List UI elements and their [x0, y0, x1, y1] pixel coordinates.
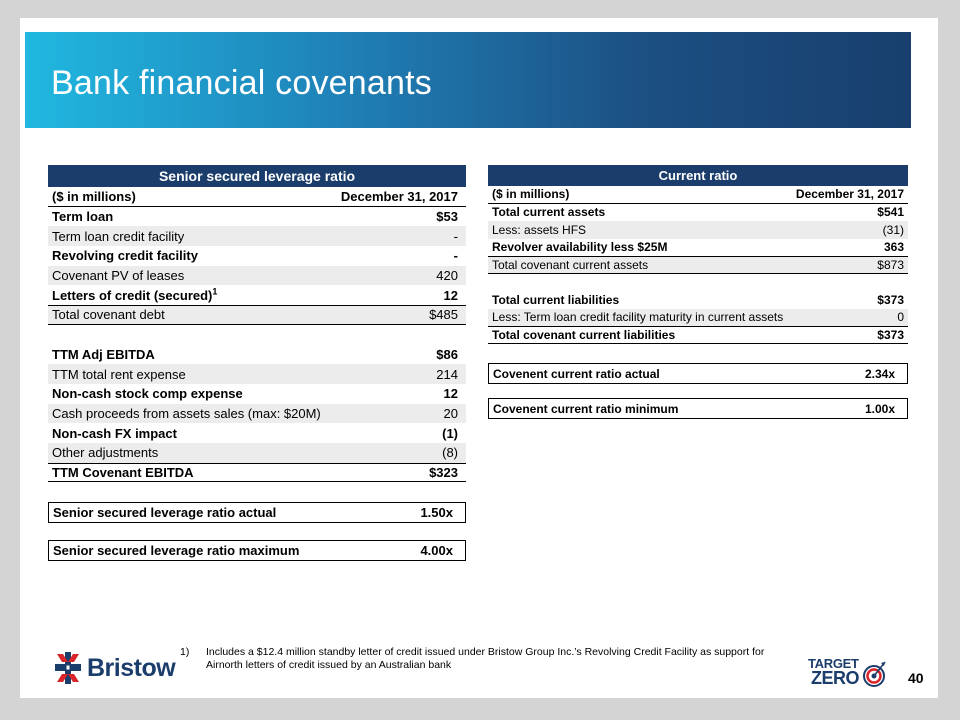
leverage-row-label: Non-cash stock comp expense — [52, 386, 243, 402]
current-row — [488, 291, 908, 309]
leverage-maximum-label: Senior secured leverage ratio maximum — [53, 543, 300, 558]
bristow-wordmark: Bristow — [87, 653, 176, 682]
leverage-row-label: Term loan credit facility — [52, 228, 185, 244]
title-banner — [25, 32, 911, 128]
current-row-value: 363 — [883, 240, 904, 255]
current-row-label: Total current assets — [492, 205, 606, 220]
current-minimum-value: 1.00x — [864, 401, 895, 416]
current-row-value: $373 — [877, 327, 904, 342]
bristow-emblem-icon — [55, 652, 81, 684]
current-units-label: ($ in millions) — [492, 187, 570, 202]
current-ratio-actual-box — [488, 363, 908, 384]
leverage-row — [48, 266, 466, 286]
current-column-header-row — [488, 186, 908, 204]
leverage-row — [48, 364, 466, 384]
footnote-number: 1) — [180, 646, 190, 658]
current-row — [488, 239, 908, 257]
leverage-row — [48, 384, 466, 404]
leverage-row-label: Non-cash FX impact — [52, 425, 177, 441]
current-row — [488, 309, 908, 327]
leverage-actual-label: Senior secured leverage ratio actual — [53, 505, 277, 520]
current-actual-value: 2.34x — [864, 366, 895, 381]
current-row-value: (31) — [882, 222, 904, 237]
leverage-row-value: 12 — [443, 287, 458, 303]
leverage-row-footnote-marker: 1 — [212, 286, 218, 297]
leverage-row-value: $485 — [429, 307, 458, 323]
bristow-logo — [55, 650, 180, 686]
leverage-maximum-value: 4.00x — [420, 543, 453, 558]
leverage-row — [48, 463, 466, 483]
leverage-row-value: $323 — [429, 464, 458, 480]
current-row-label: Total covenant current liabilities — [492, 327, 676, 342]
current-row-label: Less: assets HFS — [492, 222, 587, 237]
target-zero-line1: TARGET — [808, 656, 859, 671]
current-row-value: $373 — [877, 292, 904, 307]
leverage-row — [48, 207, 466, 227]
leverage-row-label: Revolving credit facility — [52, 248, 198, 264]
leverage-row-label: TTM total rent expense — [52, 366, 186, 382]
leverage-row — [48, 404, 466, 424]
leverage-row-value: 214 — [436, 366, 458, 382]
current-row-value: $873 — [877, 257, 904, 272]
leverage-row-label: Covenant PV of leases — [52, 268, 185, 284]
leverage-units-label: ($ in millions) — [52, 188, 136, 204]
leverage-row-value: (8) — [442, 445, 458, 461]
target-zero-line2: ZERO — [811, 668, 860, 688]
leverage-row-label: TTM Covenant EBITDA — [52, 464, 194, 480]
leverage-row — [48, 285, 466, 305]
target-bullseye-icon — [862, 658, 888, 688]
leverage-ratio-actual-box — [48, 502, 466, 523]
leverage-row-label: TTM Adj EBITDA — [52, 346, 155, 362]
leverage-row — [48, 345, 466, 365]
leverage-row — [48, 443, 466, 463]
leverage-ratio-table — [48, 165, 466, 482]
leverage-row-label: Term loan — [52, 209, 114, 225]
page-number: 40 — [908, 670, 924, 686]
current-row — [488, 326, 908, 344]
current-row — [488, 256, 908, 274]
current-date-label: December 31, 2017 — [795, 187, 904, 202]
leverage-date-label: December 31, 2017 — [340, 188, 458, 204]
leverage-row — [48, 305, 466, 325]
leverage-row-label: Other adjustments — [52, 445, 159, 461]
leverage-ratio-maximum-box — [48, 540, 466, 561]
leverage-row-value: 20 — [443, 405, 458, 421]
current-row-label: Total covenant current assets — [492, 257, 649, 272]
target-zero-logo — [808, 656, 888, 690]
footnote — [180, 646, 790, 672]
current-actual-label: Covenent current ratio actual — [493, 366, 660, 381]
leverage-row-value: 420 — [436, 268, 458, 284]
current-row-value: 0 — [897, 310, 904, 325]
current-row — [488, 204, 908, 222]
leverage-row-value: - — [453, 248, 458, 264]
leverage-row-label: Total covenant debt — [52, 307, 165, 323]
leverage-row-label: Cash proceeds from assets sales (max: $20M) — [52, 405, 321, 421]
current-row-value: $541 — [877, 205, 904, 220]
leverage-row-value: 12 — [443, 386, 458, 402]
leverage-row — [48, 325, 466, 345]
current-ratio-table — [488, 165, 908, 344]
leverage-table-header: Senior secured leverage ratio — [48, 165, 466, 187]
leverage-column-header-row — [48, 187, 466, 207]
current-row-label: Total current liabilities — [492, 292, 620, 307]
page-title: Bank financial covenants — [51, 64, 432, 102]
current-row — [488, 221, 908, 239]
current-row-label: Less: Term loan credit facility maturity in current assets — [492, 310, 784, 325]
leverage-actual-value: 1.50x — [420, 505, 453, 520]
leverage-row — [48, 423, 466, 443]
leverage-row-value: - — [453, 228, 458, 244]
leverage-row — [48, 246, 466, 266]
current-minimum-label: Covenent current ratio minimum — [493, 401, 679, 416]
leverage-row-value: $53 — [436, 209, 458, 225]
leverage-row-value: $86 — [436, 346, 458, 362]
leverage-row — [48, 226, 466, 246]
leverage-row-label: Letters of credit (secured) — [52, 287, 213, 303]
footnote-text: Includes a $12.4 million standby letter of credit issued under Bristow Group Inc.’s Revolving Credit Facility as support for Airnorth letters of credit issued by an Australian bank — [206, 646, 765, 671]
leverage-row-value: (1) — [442, 425, 458, 441]
current-row-label: Revolver availability less $25M — [492, 240, 668, 255]
current-ratio-minimum-box — [488, 398, 908, 419]
current-table-header: Current ratio — [488, 165, 908, 186]
current-row — [488, 274, 908, 292]
